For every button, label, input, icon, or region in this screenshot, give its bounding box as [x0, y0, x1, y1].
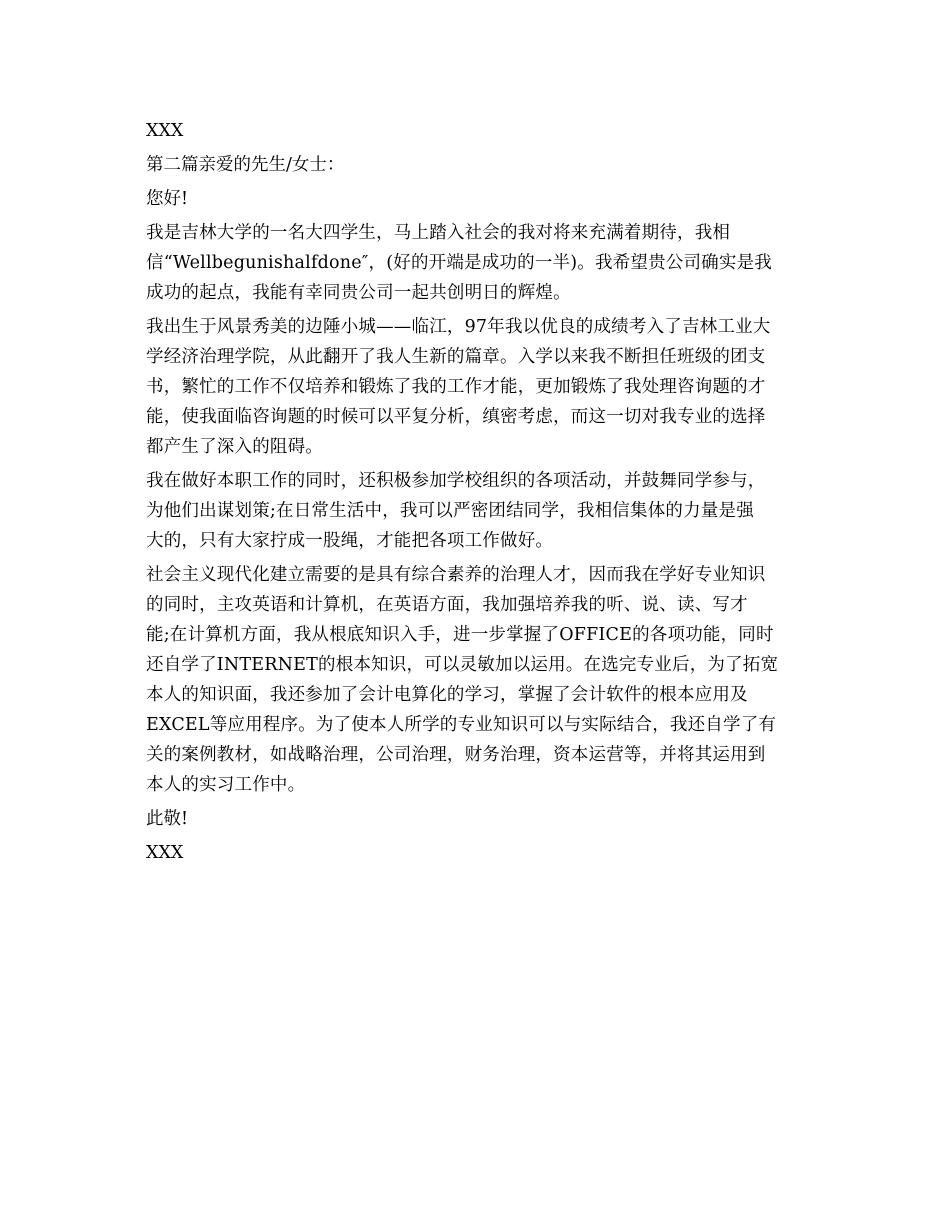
- paragraph-line: 能;在计算机方面，我从根底知识入手，进一步掌握了OFFICE的各项功能，同时: [146, 625, 774, 645]
- paragraph-line: 书，繁忙的工作不仅培养和锻炼了我的工作才能，更加锻炼了我处理咨询题的才: [146, 377, 766, 397]
- paragraph-line: 能，使我面临咨询题的时候可以平复分析，缜密考虑，而这一切对我专业的选择: [146, 407, 766, 427]
- paragraph-line: 我是吉林大学的一名大四学生，马上踏入社会的我对将来充满着期待，我相: [146, 223, 731, 243]
- paragraph-1: [146, 218, 806, 308]
- signature-bottom: XXX: [146, 843, 184, 863]
- paragraph-line: 我出生于风景秀美的边陲小城——临江，97年我以优良的成绩考入了吉林工业大: [146, 317, 771, 337]
- paragraph-line: 社会主义现代化建立需要的是具有综合素养的治理人才，因而我在学好专业知识: [146, 565, 766, 585]
- paragraph-line: 学经济治理学院，从此翻开了我人生新的篇章。入学以来我不断担任班级的团支: [146, 347, 766, 367]
- paragraph-line: 本人的知识面，我还参加了会计电算化的学习，掌握了会计软件的根本应用及: [146, 685, 748, 705]
- paragraph-line: 本人的实习工作中。: [146, 775, 306, 795]
- paragraph-line: 我在做好本职工作的同时，还积极参加学校组织的各项活动，并鼓舞同学参与，: [146, 471, 766, 491]
- paragraph-2: [146, 312, 806, 462]
- paragraph-line: 关的案例教材，如战略治理，公司治理，财务治理，资本运营等，并将其运用到: [146, 745, 766, 765]
- paragraph-line: 都产生了深入的阻碍。: [146, 437, 323, 457]
- paragraph-line: EXCEL等应用程序。为了使本人所学的专业知识可以与实际结合，我还自学了有: [146, 715, 777, 735]
- paragraph-line: 还自学了INTERNET的根本知识，可以灵敏加以运用。在选完专业后，为了拓宽: [146, 655, 779, 675]
- salutation: 第二篇亲爱的先生/女士：: [146, 155, 345, 175]
- closing: 此敬!: [146, 809, 189, 829]
- paragraph-line: 为他们出谋划策;在日常生活中，我可以严密团结同学，我相信集体的力量是强: [146, 501, 754, 521]
- paragraph-4: [146, 560, 806, 800]
- paragraph-3: [146, 466, 806, 556]
- paragraph-line: 的同时，主攻英语和计算机，在英语方面，我加强培养我的听、说、读、写才: [146, 595, 748, 615]
- paragraph-line: 成功的起点，我能有幸同贵公司一起共创明日的辉煌。: [146, 283, 571, 303]
- paragraph-line: 信“Wellbegunishalfdone″，(好的开端是成功的一半)。我希望贵公司确实是我: [146, 253, 772, 273]
- signature-top: XXX: [146, 121, 184, 141]
- paragraph-line: 大的，只有大家拧成一股绳，才能把各项工作做好。: [146, 531, 554, 551]
- greeting: 您好!: [146, 189, 189, 209]
- letter-body: [146, 116, 806, 868]
